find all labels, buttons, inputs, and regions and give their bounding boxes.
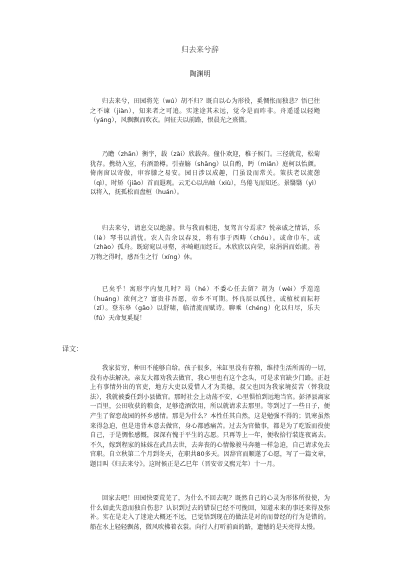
poem-stanza-1 [90,97,320,126]
translation-paragraph: 回家去吧！田园快要荒芜了，为什么不回去呢？既然自己的心灵为形体所役使，为什么如此失意而独自伤悲？认识到过去的错误已经不可挽回，知道未来的事还来得及弥补。实在是走入了迷途大概还不远，已觉悟到现在的做法是对的而曾经的行为是错的。船在水上轻轻飘荡，微风吹拂着衣裳。向行人打听前面的路，遗憾的是天亮得太慢。 [90,495,330,531]
translation-paragraph-1 [90,364,330,470]
translation-paragraph: 我家贫穷，种田不能够自给。孩子很多，米缸里没有存粮，维持生活所需的一切，没有办法解决。亲友大都劝我去做官，我心里也有这个念头，可是求官缺少门路。正赶上有事情外出的官吏，地方大吏以爱惜人才为美德，叔父也因为我家境贫苦（替我设法），我就被委任到小县做官。那时社会上动荡不安，心里惧怕到远地当官。彭泽县离家一百里，公田收获的粮食，足够造酒饮用，所以就请求去那里。等到过了一些日子，便产生了留恋故园的怀乡感情。那是为什么？本性任其自然，这是勉强不得的；饥寒虽然来得急迫，但是违背本意去做官，身心都感痛苦。过去为官做事，都是为了吃饭而役使自己，于是惆怅感慨，深深有愧于平生的志愿。只再等上一年，便收拾行装连夜离去。不久，嫁到程家的妹妹在武昌去世，去奔丧的心情像骏马奔驰一样急迫，自己请求免去官职。自立秋第二个月到冬天，在职共80多天。因辞官而顺遂了心愿，写了一篇文章，题目叫《归去来兮》。这时候正是乙巳年（晋安帝义熙元年）十一月。 [90,365,330,469]
translation-paragraph-2 [90,494,330,532]
translation-heading: 译文： [62,345,83,353]
poem-author: 陶渊明 [189,70,211,78]
poem-paragraph: 归去来兮，请息交以绝游。世与我而相违，复驾言兮焉求？悦亲戚之情话，乐（lè）琴书以消忧。农人告余以春及，将有事于西畴（chóu）。或命巾车，或（zhào）孤舟。既窈窕以寻壑，亦崎岖而经丘。木欣欣以向荣，泉涓涓而始流。善万物之得时，感吾生之行（xíng）休。 [90,225,320,261]
poem-paragraph: 乃瞻（zhān）衡宇，载（zài）欣载奔。僮仆欢迎，稚子候门。三径就荒，松菊犹存。携幼入室，有酒盈樽。引壶觞（shāng）以自酌，眄（miǎn）庭柯以怡颜。倚南窗以寄傲，审容膝之易安。园日涉以成趣，门虽设而常关。策扶老以流憩（qì），时矫（jiǎo）首而遐观。云无心以出岫（xiù），鸟倦飞而知还。景翳翳（yì）以将入，抚孤松而盘桓（huán）。 [90,151,320,197]
poem-stanza-4 [90,285,320,323]
poem-stanza-3 [90,224,320,262]
poem-title: 归去来兮辞 [181,45,219,54]
poem-paragraph: 归去来兮，田园将芜（wú）胡不归？既自以心为形役，奚惆怅而独悲？悟已往之不谏（jiàn），知来者之可追。实迷途其未远，觉今是而昨非。舟遥遥以轻飏（yáng），风飘飘而吹衣。问征夫以前路，恨晨光之熹微。 [90,98,320,125]
poem-stanza-2 [90,150,320,198]
poem-paragraph: 已矣乎！寓形宇内复几时？曷（hé）不委心任去留？胡为（wèi）乎遑遑（huáng）欲何之？富贵非吾愿，帝乡不可期。怀良辰以孤往，或植杖而耘耔（zǐ）。登东皋（gāo）以舒啸，临清流而赋诗。聊乘（chéng）化以归尽，乐夫（fú）天命复奚疑！ [90,286,320,322]
